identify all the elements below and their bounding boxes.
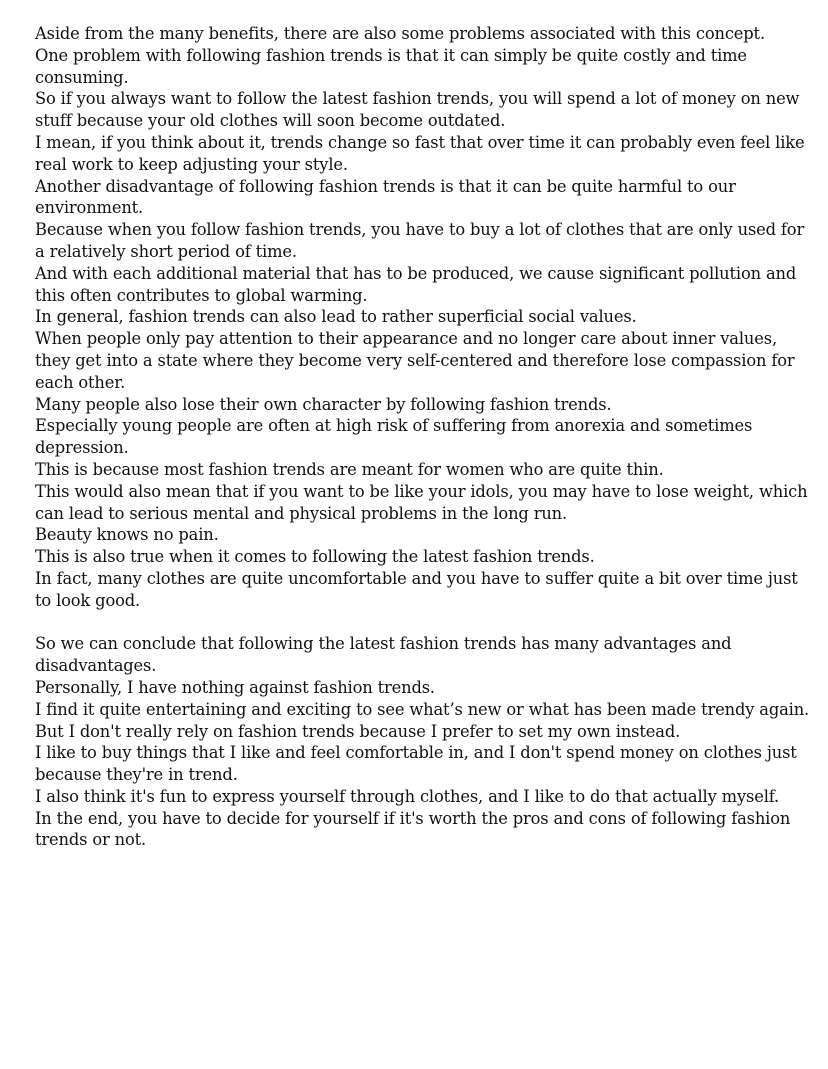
paragraph: And with each additional material that has to be produced, we cause significant pollution and this often contributes to global warming. (35, 263, 797, 305)
paragraph: I find it quite entertaining and exciting to see what’s new or what has been made trendy again. (35, 699, 810, 719)
paragraph-gap (35, 612, 815, 634)
paragraph: I like to buy things that I like and feel comfortable in, and I don't spend money on clothes just because they're in trend. (35, 743, 797, 785)
paragraph: Many people also lose their own character by following fashion trends. (35, 394, 612, 414)
paragraph: Another disadvantage of following fashion trends is that it can be quite harmful to our environment. (35, 176, 736, 218)
paragraph: I mean, if you think about it, trends change so fast that over time it can probably even feel like real work to keep adjusting your style. (35, 132, 805, 174)
paragraph: Personally, I have nothing against fashion trends. (35, 677, 435, 697)
section-conclusion (35, 633, 815, 851)
paragraph: When people only pay attention to their appearance and no longer care about inner values, they get into a state where they become very self-centered and therefore lose compassion for each other. (35, 329, 795, 392)
paragraph: This is because most fashion trends are meant for women who are quite thin. (35, 459, 664, 479)
paragraph: One problem with following fashion trends is that it can simply be quite costly and time consuming. (35, 45, 747, 87)
paragraph: This is also true when it comes to following the latest fashion trends. (35, 547, 595, 567)
paragraph: But I don't really rely on fashion trends because I prefer to set my own instead. (35, 721, 681, 741)
paragraph: Beauty knows no pain. (35, 525, 219, 545)
paragraph: Because when you follow fashion trends, you have to buy a lot of clothes that are only used for a relatively short period of time. (35, 220, 805, 261)
paragraph: I also think it's fun to express yourself through clothes, and I like to do that actually myself. (35, 786, 780, 806)
section-problems (35, 23, 815, 612)
paragraph: Especially young people are often at high risk of suffering from anorexia and sometimes depression. (35, 416, 753, 458)
paragraph: So we can conclude that following the latest fashion trends has many advantages and disadvantages. (35, 634, 732, 676)
paragraph: So if you always want to follow the latest fashion trends, you will spend a lot of money on new stuff because your old clothes will soon become outdated. (35, 89, 800, 131)
paragraph: In fact, many clothes are quite uncomfortable and you have to suffer quite a bit over time just to look good. (35, 568, 798, 610)
document-body (35, 23, 815, 851)
paragraph: This would also mean that if you want to be like your idols, you may have to lose weight, which can lead to serious mental and physical problems in the long run. (35, 481, 808, 523)
paragraph: In the end, you have to decide for yourself if it's worth the pros and cons of following fashion trends or not. (35, 808, 791, 850)
paragraph: In general, fashion trends can also lead to rather superficial social values. (35, 307, 637, 327)
paragraph: Aside from the many benefits, there are also some problems associated with this concept. (35, 24, 765, 43)
